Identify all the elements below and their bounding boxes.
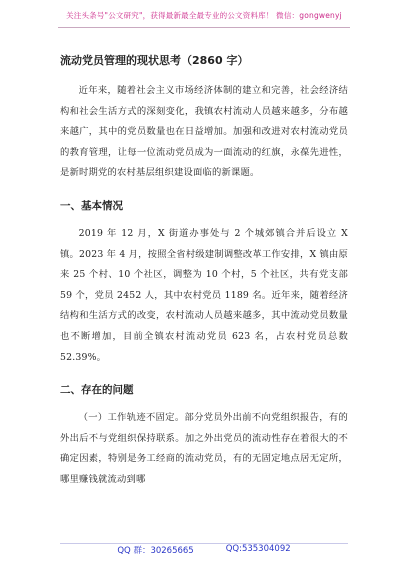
footer-qq: QQ:535304092 <box>225 544 291 554</box>
header-banner: 关注头条号"公文研究"，获得最新最全最专业的公文资料库！ 微信：gongwenyj <box>66 11 342 20</box>
section-heading-basic-situation: 一、基本情况 <box>60 199 123 212</box>
section-heading-problems: 二、存在的问题 <box>60 384 134 397</box>
document-body <box>60 53 348 491</box>
footer <box>0 544 408 556</box>
header-divider <box>58 27 350 28</box>
document-title: 流动党员管理的现状思考（2860 字） <box>60 54 249 67</box>
basic-situation-paragraph: 2019 年 12 月，X 街道办事处与 2 个城郊镇合并后设立 X 镇。2023 年 4 月，按照全省村级建制调整改革工作安排，X 镇由原来 25 个村、10 个社区，调整为 10 个村，5 个社区，共有党支部 59 个，党员 2452 人，其中农村党员 1189 名。近年来，随着经济结构和生活方式的改变，农村流动人员越来越多，其中流动党员数量也不断增加，目前全镇农村流动党员 623 名，占农村党员总数 52.39%。 <box>60 227 348 363</box>
footer-qq-group: QQ 群：30265665 <box>117 546 194 556</box>
intro-paragraph: 近年来，随着社会主义市场经济体制的建立和完善，社会经济结构和社会生活方式的深刻变化，我镇农村流动人员越来越多，分布越来越广，其中的党员数量也在日益增加。加强和改进对农村流动党员的教育管理，让每一位流动党员成为一面流动的红旗，永葆先进性，是新时期党的农村基层组织建设面临的新课题。 <box>60 85 348 179</box>
problems-paragraph: （一）工作轨迹不固定。部分党员外出前不向党组织报告，有的外出后不与党组织保持联系。加之外出党员的流动性存在着很大的不确定因素，特别是务工经商的流动党员，有的无固定地点居无定所，哪里赚钱就流动到哪 <box>60 412 348 485</box>
